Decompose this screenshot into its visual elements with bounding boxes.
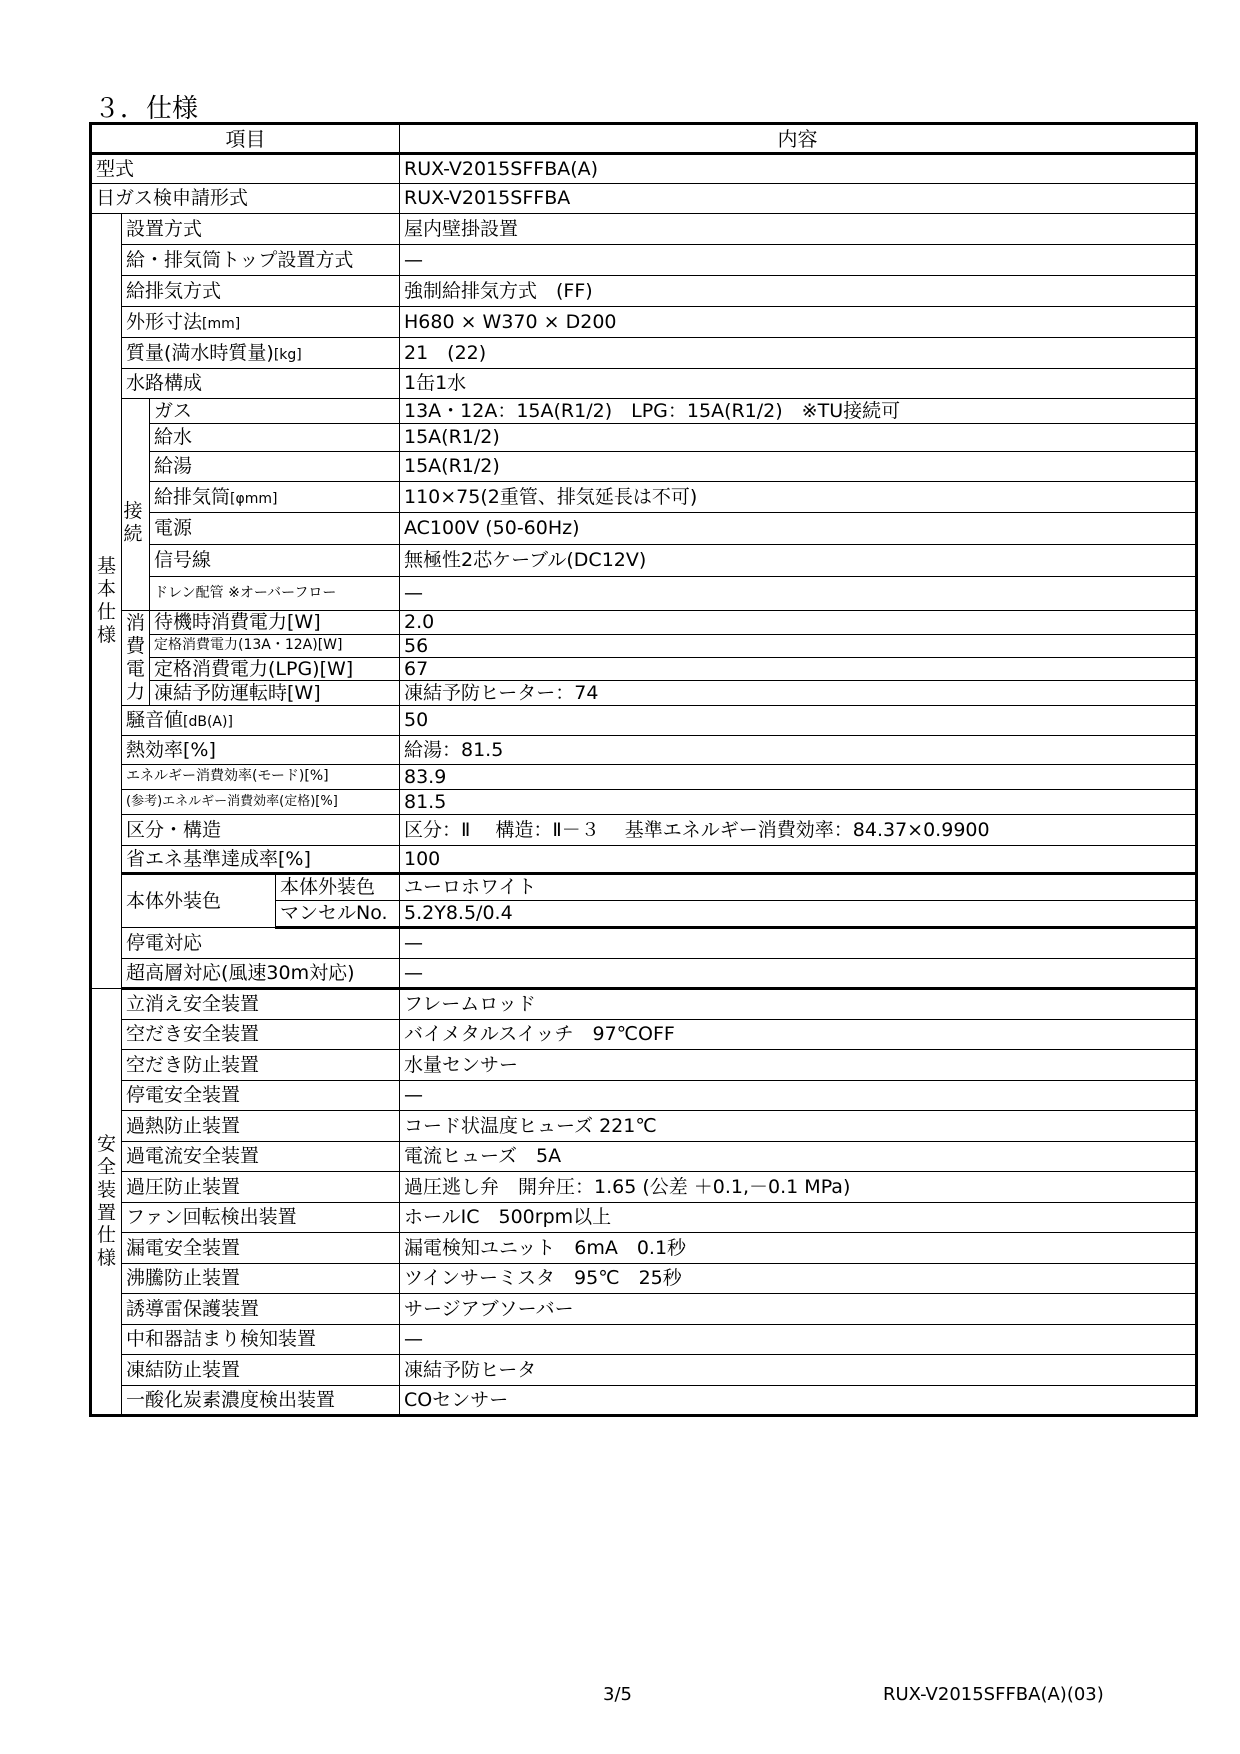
row-value: 5.2Y8.5/0.4 (400, 901, 1197, 928)
row-value: 無極性2芯ケーブル(DC12V) (400, 545, 1197, 577)
row-label: 超高層対応(風速30m対応) (122, 959, 400, 989)
row-label: 給排気方式 (122, 276, 400, 307)
row-label: 信号線 (150, 545, 400, 577)
row-value: 56 (400, 635, 1197, 658)
sub-label: 本体外装色 (276, 874, 400, 901)
row-value: 2.0 (400, 611, 1197, 635)
row-label: 定格消費電力(LPG)[W] (150, 658, 400, 681)
row-value: — (400, 928, 1197, 959)
table-row (91, 959, 1197, 989)
row-label: 騒音値[dB(A)] (122, 706, 400, 736)
row-label: 凍結防止装置 (122, 1355, 400, 1386)
header-item: 項目 (91, 124, 400, 154)
row-label: 給排気筒[φmm] (150, 482, 400, 513)
row-label: ドレン配管 ※オーバーフロー (150, 577, 400, 611)
table-row (91, 545, 1197, 577)
sub-label: マンセルNo. (276, 901, 400, 928)
row-value: 強制給排気方式 (FF) (400, 276, 1197, 307)
table-row (91, 736, 1197, 765)
table-row (91, 1294, 1197, 1325)
table-row (91, 681, 1197, 706)
table-row (91, 1172, 1197, 1203)
table-row (91, 1325, 1197, 1355)
row-value: 15A(R1/2) (400, 424, 1197, 452)
row-value: ツインサーミスタ 95℃ 25秒 (400, 1264, 1197, 1294)
row-label: (参考)エネルギー消費効率(定格)[%] (122, 790, 400, 815)
table-row (91, 1386, 1197, 1416)
table-row (91, 424, 1197, 452)
row-value: 50 (400, 706, 1197, 736)
row-label: 待機時消費電力[W] (150, 611, 400, 635)
row-value: 100 (400, 846, 1197, 874)
row-value: バイメタルスイッチ 97℃OFF (400, 1020, 1197, 1050)
row-value: 110×75(2重管、排気延長は不可) (400, 482, 1197, 513)
table-row (91, 874, 1197, 901)
row-value: 67 (400, 658, 1197, 681)
row-value: — (400, 1081, 1197, 1111)
table-row (91, 611, 1197, 635)
row-label: 中和器詰まり検知装置 (122, 1325, 400, 1355)
row-value: 凍結予防ヒータ (400, 1355, 1197, 1386)
row-label: 過熱防止装置 (122, 1111, 400, 1142)
group-label-power: 消費電力 (122, 611, 150, 706)
row-value: AC100V (50-60Hz) (400, 513, 1197, 545)
table-row (91, 1142, 1197, 1172)
row-label: 給湯 (150, 452, 400, 482)
row-value: 13A・12A：15A(R1/2) LPG：15A(R1/2) ※TU接続可 (400, 399, 1197, 424)
row-value: 1缶1水 (400, 369, 1197, 399)
row-value: 漏電検知ユニット 6mA 0.1秒 (400, 1233, 1197, 1264)
table-row (91, 790, 1197, 815)
group-label-connection: 接続 (122, 399, 150, 611)
table-row (91, 1355, 1197, 1386)
table-row (91, 1203, 1197, 1233)
table-row (91, 154, 1197, 184)
row-value: 電流ヒューズ 5A (400, 1142, 1197, 1172)
row-label: 給・排気筒トップ設置方式 (122, 245, 400, 276)
row-label: 過圧防止装置 (122, 1172, 400, 1203)
table-row (91, 513, 1197, 545)
table-row (91, 452, 1197, 482)
row-value: H680 × W370 × D200 (400, 307, 1197, 338)
row-label: 設置方式 (122, 214, 400, 245)
row-label: 誘導雷保護装置 (122, 1294, 400, 1325)
row-value: 水量センサー (400, 1050, 1197, 1081)
table-row (91, 214, 1197, 245)
row-value: 83.9 (400, 765, 1197, 790)
row-value: RUX-V2015SFFBA (400, 184, 1197, 214)
row-label: 区分・構造 (122, 815, 400, 846)
row-label: 電源 (150, 513, 400, 545)
row-label: 外形寸法[mm] (122, 307, 400, 338)
table-row (91, 245, 1197, 276)
table-row (91, 1050, 1197, 1081)
table-row (91, 706, 1197, 736)
row-value: ホールIC 500rpm以上 (400, 1203, 1197, 1233)
row-value: 凍結予防ヒーター：74 (400, 681, 1197, 706)
table-row (91, 577, 1197, 611)
table-row (91, 658, 1197, 681)
row-label: 空だき防止装置 (122, 1050, 400, 1081)
row-value: — (400, 577, 1197, 611)
row-label: 停電安全装置 (122, 1081, 400, 1111)
row-label: 凍結予防運転時[W] (150, 681, 400, 706)
row-value: コード状温度ヒューズ 221℃ (400, 1111, 1197, 1142)
row-label: 停電対応 (122, 928, 400, 959)
footer-model-code: RUX-V2015SFFBA(A)(03) (883, 1684, 1104, 1705)
table-row (91, 307, 1197, 338)
row-label: 過電流安全装置 (122, 1142, 400, 1172)
row-label: 空だき安全装置 (122, 1020, 400, 1050)
table-row (91, 276, 1197, 307)
row-value: RUX-V2015SFFBA(A) (400, 154, 1197, 184)
row-value: 屋内壁掛設置 (400, 214, 1197, 245)
row-label: 沸騰防止装置 (122, 1264, 400, 1294)
row-label: 漏電安全装置 (122, 1233, 400, 1264)
table-row (91, 1020, 1197, 1050)
table-row (91, 369, 1197, 399)
row-label: 質量(満水時質量)[kg] (122, 338, 400, 369)
row-value: — (400, 245, 1197, 276)
table-row (91, 765, 1197, 790)
row-label: 省エネ基準達成率[%] (122, 846, 400, 874)
table-row (91, 635, 1197, 658)
row-value: 区分：Ⅱ 構造：Ⅱ－３ 基準エネルギー消費効率：84.37×0.9900 (400, 815, 1197, 846)
row-label: 定格消費電力(13A・12A)[W] (150, 635, 400, 658)
header-content: 内容 (400, 124, 1197, 154)
page-number: 3/5 (603, 1684, 632, 1705)
row-value: サージアブソーバー (400, 1294, 1197, 1325)
table-header (91, 124, 1197, 154)
row-label: 熱効率[%] (122, 736, 400, 765)
spec-table (89, 122, 1198, 1417)
row-value: 15A(R1/2) (400, 452, 1197, 482)
row-label: 水路構成 (122, 369, 400, 399)
row-label: 給水 (150, 424, 400, 452)
table-row (91, 1233, 1197, 1264)
section-title: ３．仕様 (94, 94, 199, 124)
row-value: フレームロッド (400, 989, 1197, 1020)
table-row (91, 399, 1197, 424)
group-label-basic: 基本仕様 (91, 214, 122, 989)
table-row (91, 846, 1197, 874)
group-label-safety: 安全装置仕様 (91, 989, 122, 1416)
table-row (91, 338, 1197, 369)
row-value: ユーロホワイト (400, 874, 1197, 901)
row-label: 本体外装色 (122, 874, 276, 928)
row-value: 81.5 (400, 790, 1197, 815)
row-value: 給湯：81.5 (400, 736, 1197, 765)
row-label: 一酸化炭素濃度検出装置 (122, 1386, 400, 1416)
table-row (91, 1264, 1197, 1294)
table-row (91, 989, 1197, 1020)
row-label: 型式 (91, 154, 400, 184)
table-row (91, 1111, 1197, 1142)
row-value: — (400, 1325, 1197, 1355)
row-label: ガス (150, 399, 400, 424)
row-label: エネルギー消費効率(モード)[%] (122, 765, 400, 790)
row-value: 過圧逃し弁 開弁圧：1.65 (公差 ＋0.1,－0.1 MPa) (400, 1172, 1197, 1203)
row-value: 21 (22) (400, 338, 1197, 369)
row-value: — (400, 959, 1197, 989)
row-label: 立消え安全装置 (122, 989, 400, 1020)
table-row (91, 928, 1197, 959)
table-row (91, 1081, 1197, 1111)
table-row (91, 815, 1197, 846)
row-label: ファン回転検出装置 (122, 1203, 400, 1233)
table-row (91, 184, 1197, 214)
row-label: 日ガス検申請形式 (91, 184, 400, 214)
row-value: COセンサー (400, 1386, 1197, 1416)
table-row (91, 482, 1197, 513)
